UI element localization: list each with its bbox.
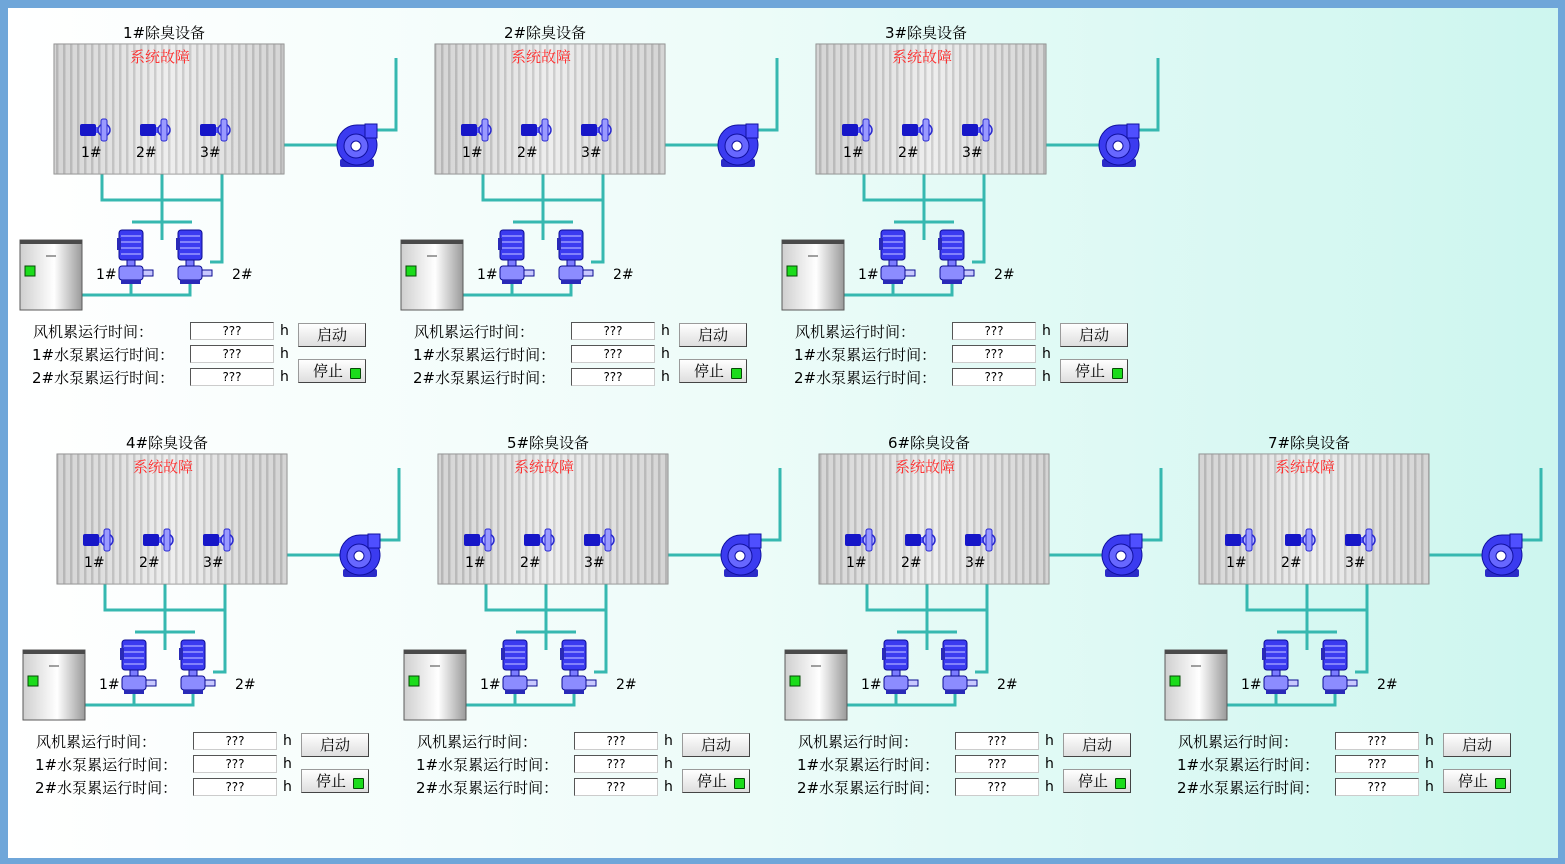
unit-title: 2#除臭设备: [503, 24, 587, 42]
tank-level-indicator: [1170, 676, 1180, 686]
tank-level-indicator: [25, 266, 35, 276]
pump-label: 2#: [232, 267, 253, 283]
deodorizer-unit-1: [20, 44, 396, 310]
fault-status: 系统故障: [513, 458, 574, 476]
runtime-unit: h: [1425, 756, 1434, 772]
fault-status: 系统故障: [894, 458, 955, 476]
runtime-label: 风机累运行时间：: [795, 323, 916, 341]
runtime-unit: h: [283, 779, 292, 795]
stop-indicator-icon: [731, 368, 742, 379]
runtime-unit: h: [283, 756, 292, 772]
runtime-value-field[interactable]: ???: [955, 755, 1039, 773]
stop-button-label: 停止: [313, 362, 344, 380]
runtime-value-field[interactable]: ???: [571, 322, 655, 340]
water-pump-2-icon[interactable]: [557, 230, 593, 284]
runtime-unit: h: [280, 323, 289, 339]
fan-blower-icon[interactable]: [1102, 534, 1142, 577]
nozzle-label: 2#: [898, 145, 919, 161]
nozzle-label: 1#: [843, 145, 864, 161]
runtime-label: 2#水泵累运行时间：: [1177, 779, 1320, 797]
unit-title: 6#除臭设备: [887, 434, 971, 452]
runtime-unit: h: [664, 756, 673, 772]
unit-title: 1#除臭设备: [122, 24, 206, 42]
runtime-unit: h: [661, 369, 670, 385]
runtime-label: 2#水泵累运行时间：: [413, 369, 556, 387]
runtime-value-field[interactable]: ???: [574, 755, 658, 773]
runtime-value-field[interactable]: ???: [955, 778, 1039, 796]
unit-title: 3#除臭设备: [884, 24, 968, 42]
pump-label: 1#: [477, 267, 498, 283]
stop-button[interactable]: [1443, 769, 1511, 793]
runtime-unit: h: [283, 733, 292, 749]
nozzle-label: 3#: [1345, 555, 1366, 571]
pump-label: 2#: [613, 267, 634, 283]
pump-label: 1#: [99, 677, 120, 693]
nozzle-label: 2#: [136, 145, 157, 161]
runtime-value-field[interactable]: ???: [1335, 732, 1419, 750]
fan-blower-icon[interactable]: [337, 124, 377, 167]
stop-button-label: 停止: [1075, 362, 1106, 380]
runtime-label: 风机累运行时间：: [36, 733, 157, 751]
runtime-value-field[interactable]: ???: [952, 368, 1036, 386]
runtime-value-field[interactable]: ???: [574, 778, 658, 796]
start-button[interactable]: 启动: [1063, 733, 1131, 757]
nozzle-label: 1#: [465, 555, 486, 571]
runtime-label: 1#水泵累运行时间：: [1177, 756, 1320, 774]
deodorizer-unit-4: [23, 454, 399, 720]
water-pump-2-icon[interactable]: [176, 230, 212, 284]
fault-status: 系统故障: [129, 48, 190, 66]
runtime-label: 风机累运行时间：: [1178, 733, 1299, 751]
nozzle-label: 2#: [520, 555, 541, 571]
tank-level-indicator: [409, 676, 419, 686]
pump-label: 1#: [480, 677, 501, 693]
fan-blower-icon[interactable]: [1482, 534, 1522, 577]
water-pump-1-icon[interactable]: [120, 640, 156, 694]
runtime-label: 1#水泵累运行时间：: [416, 756, 559, 774]
runtime-value-field[interactable]: ???: [574, 732, 658, 750]
stop-indicator-icon: [353, 778, 364, 789]
runtime-unit: h: [1042, 346, 1051, 362]
pump-label: 2#: [994, 267, 1015, 283]
runtime-value-field[interactable]: ???: [571, 345, 655, 363]
runtime-label: 2#水泵累运行时间：: [797, 779, 940, 797]
nozzle-label: 2#: [1281, 555, 1302, 571]
nozzle-label: 3#: [581, 145, 602, 161]
water-pump-1-icon[interactable]: [882, 640, 918, 694]
start-button[interactable]: 启动: [1443, 733, 1511, 757]
nozzle-label: 3#: [584, 555, 605, 571]
runtime-unit: h: [661, 323, 670, 339]
nozzle-label: 3#: [200, 145, 221, 161]
water-tank: [404, 650, 466, 720]
nozzle-label: 2#: [517, 145, 538, 161]
runtime-value-field[interactable]: ???: [190, 345, 274, 363]
runtime-value-field[interactable]: ???: [952, 322, 1036, 340]
runtime-value-field[interactable]: ???: [952, 345, 1036, 363]
runtime-unit: h: [664, 779, 673, 795]
runtime-value-field[interactable]: ???: [1335, 778, 1419, 796]
runtime-label: 2#水泵累运行时间：: [32, 369, 175, 387]
deodorizer-unit-5: [404, 454, 780, 720]
pump-label: 1#: [1241, 677, 1262, 693]
start-button[interactable]: 启动: [298, 323, 366, 347]
stop-button-label: 停止: [694, 362, 725, 380]
nozzle-label: 1#: [1226, 555, 1247, 571]
start-button[interactable]: 启动: [1060, 323, 1128, 347]
runtime-label: 2#水泵累运行时间：: [416, 779, 559, 797]
runtime-value-field[interactable]: ???: [190, 368, 274, 386]
water-pump-1-icon[interactable]: [501, 640, 537, 694]
nozzle-label: 1#: [462, 145, 483, 161]
stop-button-label: 停止: [316, 772, 347, 790]
runtime-unit: h: [664, 733, 673, 749]
stop-indicator-icon: [1495, 778, 1506, 789]
stop-button[interactable]: [301, 769, 369, 793]
runtime-value-field[interactable]: ???: [955, 732, 1039, 750]
water-pump-1-icon[interactable]: [498, 230, 534, 284]
tank-level-indicator: [28, 676, 38, 686]
fault-status: 系统故障: [132, 458, 193, 476]
runtime-label: 1#水泵累运行时间：: [32, 346, 175, 364]
fault-status: 系统故障: [891, 48, 952, 66]
fan-blower-icon[interactable]: [718, 124, 758, 167]
stop-button[interactable]: [679, 359, 747, 383]
stop-button[interactable]: [682, 769, 750, 793]
runtime-unit: h: [661, 346, 670, 362]
runtime-unit: h: [1045, 733, 1054, 749]
runtime-label: 2#水泵累运行时间：: [794, 369, 937, 387]
runtime-unit: h: [1042, 323, 1051, 339]
stop-button-label: 停止: [1458, 772, 1489, 790]
unit-title: 5#除臭设备: [506, 434, 590, 452]
runtime-label: 1#水泵累运行时间：: [35, 756, 178, 774]
nozzle-label: 1#: [81, 145, 102, 161]
stop-button-label: 停止: [1078, 772, 1109, 790]
stop-button-label: 停止: [697, 772, 728, 790]
nozzle-label: 1#: [84, 555, 105, 571]
stop-button[interactable]: [298, 359, 366, 383]
runtime-value-field[interactable]: ???: [193, 755, 277, 773]
pump-label: 1#: [861, 677, 882, 693]
runtime-label: 1#水泵累运行时间：: [797, 756, 940, 774]
runtime-label: 2#水泵累运行时间：: [35, 779, 178, 797]
nozzle-label: 2#: [901, 555, 922, 571]
runtime-unit: h: [280, 346, 289, 362]
water-pump-2-icon[interactable]: [1321, 640, 1357, 694]
water-pump-2-icon[interactable]: [941, 640, 977, 694]
runtime-unit: h: [1425, 779, 1434, 795]
stop-button[interactable]: [1060, 359, 1128, 383]
runtime-unit: h: [280, 369, 289, 385]
fault-status: 系统故障: [510, 48, 571, 66]
deodorizer-unit-2: [401, 44, 777, 310]
stop-indicator-icon: [734, 778, 745, 789]
nozzle-label: 2#: [139, 555, 160, 571]
deodorizer-unit-3: [782, 44, 1158, 310]
water-tank: [1165, 650, 1227, 720]
water-pump-2-icon[interactable]: [560, 640, 596, 694]
pump-label: 2#: [616, 677, 637, 693]
runtime-label: 1#水泵累运行时间：: [413, 346, 556, 364]
runtime-value-field[interactable]: ???: [190, 322, 274, 340]
water-pump-2-icon[interactable]: [179, 640, 215, 694]
nozzle-label: 3#: [962, 145, 983, 161]
runtime-value-field[interactable]: ???: [571, 368, 655, 386]
stop-indicator-icon: [1115, 778, 1126, 789]
runtime-value-field[interactable]: ???: [193, 778, 277, 796]
runtime-unit: h: [1045, 756, 1054, 772]
nozzle-label: 3#: [965, 555, 986, 571]
fan-blower-icon[interactable]: [340, 534, 380, 577]
water-pump-2-icon[interactable]: [938, 230, 974, 284]
stop-indicator-icon: [1112, 368, 1123, 379]
start-button[interactable]: 启动: [679, 323, 747, 347]
tank-level-indicator: [790, 676, 800, 686]
runtime-label: 风机累运行时间：: [33, 323, 154, 341]
pump-label: 1#: [858, 267, 879, 283]
pump-label: 2#: [235, 677, 256, 693]
deodorizer-unit-6: [785, 454, 1161, 720]
fan-blower-icon[interactable]: [721, 534, 761, 577]
runtime-unit: h: [1045, 779, 1054, 795]
runtime-value-field[interactable]: ???: [193, 732, 277, 750]
runtime-label: 1#水泵累运行时间：: [794, 346, 937, 364]
water-pump-1-icon[interactable]: [1262, 640, 1298, 694]
tank-level-indicator: [406, 266, 416, 276]
stop-button[interactable]: [1063, 769, 1131, 793]
water-tank: [401, 240, 463, 310]
water-tank: [20, 240, 82, 310]
nozzle-label: 3#: [203, 555, 224, 571]
stop-indicator-icon: [350, 368, 361, 379]
water-pump-1-icon[interactable]: [117, 230, 153, 284]
runtime-label: 风机累运行时间：: [798, 733, 919, 751]
runtime-label: 风机累运行时间：: [417, 733, 538, 751]
water-tank: [782, 240, 844, 310]
fan-blower-icon[interactable]: [1099, 124, 1139, 167]
nozzle-label: 1#: [846, 555, 867, 571]
deodorizer-unit-7: [1165, 454, 1541, 720]
runtime-unit: h: [1042, 369, 1051, 385]
fault-status: 系统故障: [1274, 458, 1335, 476]
runtime-unit: h: [1425, 733, 1434, 749]
start-button[interactable]: 启动: [301, 733, 369, 757]
water-tank: [785, 650, 847, 720]
unit-title: 4#除臭设备: [125, 434, 209, 452]
water-tank: [23, 650, 85, 720]
pump-label: 2#: [1377, 677, 1398, 693]
tank-level-indicator: [787, 266, 797, 276]
start-button[interactable]: 启动: [682, 733, 750, 757]
unit-title: 7#除臭设备: [1267, 434, 1351, 452]
water-pump-1-icon[interactable]: [879, 230, 915, 284]
runtime-label: 风机累运行时间：: [414, 323, 535, 341]
pump-label: 2#: [997, 677, 1018, 693]
runtime-value-field[interactable]: ???: [1335, 755, 1419, 773]
pump-label: 1#: [96, 267, 117, 283]
